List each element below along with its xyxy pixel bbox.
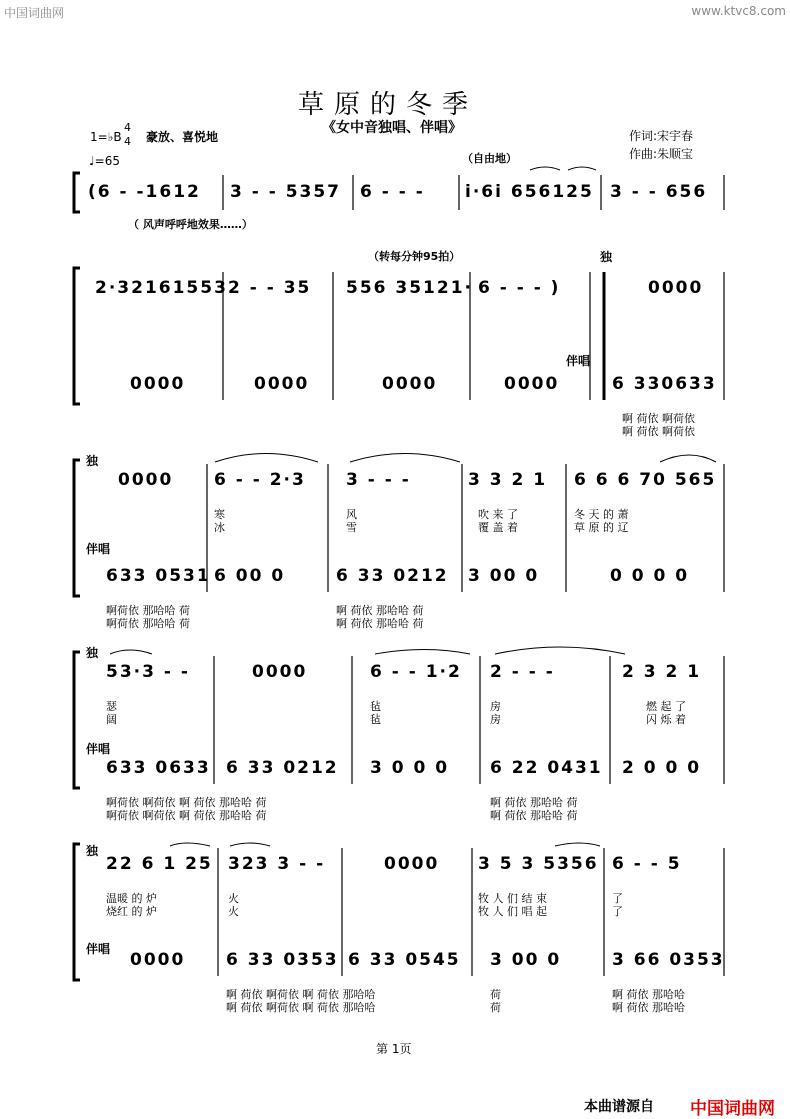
measure: 6 - - 5 bbox=[612, 854, 682, 874]
solo-lyric: 了 bbox=[612, 892, 623, 905]
lyrics-line: 啊 荷依 那哈哈 荷 bbox=[490, 796, 578, 809]
measure: 22 6 1 25 bbox=[106, 854, 213, 874]
measure: 6 33 0212 bbox=[336, 566, 449, 586]
tempo: ♩=65 bbox=[89, 154, 120, 168]
solo-label: 独 bbox=[86, 454, 99, 468]
lyrics-line: 啊荷依 啊荷依 啊 荷依 那哈哈 荷 bbox=[106, 809, 267, 822]
tempo-change: （转每分钟95拍） bbox=[368, 250, 461, 263]
solo-lyric: 燃 起 了 bbox=[646, 700, 686, 713]
solo-lyric: 毡 bbox=[370, 700, 381, 713]
measure: 2 - - - bbox=[490, 662, 555, 682]
measure: 3 00 0 bbox=[490, 950, 562, 970]
measure: 3 3 2 1 bbox=[468, 470, 548, 490]
solo-lyric: 闪 烁 着 bbox=[646, 713, 686, 726]
accomp-label: 伴唱 bbox=[86, 742, 111, 756]
solo-lyric: 阔 bbox=[106, 713, 117, 726]
lyrics-line: 荷 bbox=[490, 1001, 501, 1014]
solo-lyric: 牧 人 们 唱 起 bbox=[478, 905, 547, 918]
solo-lyric: 毡 bbox=[370, 713, 381, 726]
measure: 6 33 0353 bbox=[226, 950, 339, 970]
accomp-label: 伴唱 bbox=[86, 942, 111, 956]
measure: 6 330633 bbox=[612, 374, 717, 394]
lyricist: 作词:宋宇春 bbox=[629, 129, 694, 143]
solo-lyric: 温暖 的 炉 bbox=[106, 892, 157, 905]
lyrics-line: 啊 荷依 啊荷依 啊 荷依 那哈哈 bbox=[226, 988, 376, 1001]
lyrics-line: 啊荷依 那哈哈 荷 bbox=[106, 604, 190, 617]
lyrics-line: 啊 荷依 那哈哈 bbox=[612, 1001, 685, 1014]
measure: 0000 bbox=[254, 374, 310, 394]
solo-lyric: 瑟 bbox=[106, 700, 117, 713]
measure: 6 - - - ) bbox=[478, 278, 561, 298]
measure: 0000 bbox=[504, 374, 560, 394]
solo-lyric: 房 bbox=[490, 713, 501, 726]
solo-lyric: 了 bbox=[612, 905, 623, 918]
measure: 6 6 6 70 565 bbox=[574, 470, 717, 490]
solo-label: 独 bbox=[86, 646, 99, 660]
source-site-link[interactable]: 中国词曲网 bbox=[690, 1099, 775, 1119]
expression: 豪放、喜悦地 bbox=[146, 130, 219, 144]
measure: 6 00 0 bbox=[214, 566, 286, 586]
measure: 0000 bbox=[384, 854, 440, 874]
measure: 3 00 0 bbox=[468, 566, 540, 586]
page-number: 第 1页 bbox=[376, 1042, 412, 1056]
solo-lyric: 火 bbox=[228, 905, 239, 918]
measure: 0000 bbox=[252, 662, 308, 682]
solo-label: 独 bbox=[86, 844, 99, 858]
source-label: 本曲谱源自 bbox=[584, 1099, 654, 1115]
composer: 作曲:朱顺宝 bbox=[629, 147, 694, 161]
measure: 3 - - 656 bbox=[610, 182, 708, 202]
time-bottom: 4 bbox=[124, 135, 131, 148]
measure: 2 0 0 0 bbox=[622, 758, 702, 778]
solo-lyric: 冬 天 的 萧 bbox=[574, 508, 629, 521]
measure: 6 - - 2·3 bbox=[214, 470, 306, 490]
lyrics-line: 啊 荷依 啊荷依 bbox=[622, 425, 695, 438]
lyrics-line: 啊 荷依 那哈哈 荷 bbox=[336, 617, 424, 630]
measure: 3 66 0353 bbox=[612, 950, 725, 970]
accomp-label: 伴唱 bbox=[566, 354, 591, 368]
measure: 633 0531 bbox=[106, 566, 211, 586]
solo-lyric: 寒 bbox=[214, 508, 225, 521]
solo-lyric: 烧红 的 炉 bbox=[106, 905, 157, 918]
measure: 2 3 2 1 bbox=[622, 662, 702, 682]
measure: 0000 bbox=[382, 374, 438, 394]
measure: 3 0 0 0 bbox=[370, 758, 450, 778]
measure: 0000 bbox=[118, 470, 174, 490]
lyrics-line: 啊 荷依 那哈哈 荷 bbox=[490, 809, 578, 822]
measure: 2·32161553 bbox=[95, 278, 228, 298]
solo-lyric: 吹 来 了 bbox=[478, 508, 518, 521]
measure: 0000 bbox=[130, 950, 186, 970]
measure: 2 - - 35 bbox=[228, 278, 312, 298]
accomp-label: 伴唱 bbox=[86, 542, 111, 556]
solo-lyric: 房 bbox=[490, 700, 501, 713]
time-top: 4 bbox=[124, 121, 131, 134]
site-url: www.ktvc8.com bbox=[691, 4, 786, 18]
page-title: 草原的冬季 bbox=[298, 90, 479, 120]
measure: 556 35121· bbox=[346, 278, 474, 298]
measure: 6 33 0545 bbox=[348, 950, 461, 970]
measure: 633 0633 bbox=[106, 758, 211, 778]
site-name-left: 中国词曲网 bbox=[4, 6, 65, 20]
measure: i·6i 656125 bbox=[465, 182, 594, 202]
solo-lyric: 覆 盖 着 bbox=[478, 521, 518, 534]
measure: 3 - - - bbox=[346, 470, 411, 490]
lyrics-line: 啊 荷依 那哈哈 荷 bbox=[336, 604, 424, 617]
lyrics-line: 啊荷依 那哈哈 荷 bbox=[106, 617, 190, 630]
lyrics-line: 啊 荷依 啊荷依 bbox=[622, 412, 695, 425]
measure: 6 - - 1·2 bbox=[370, 662, 462, 682]
key-signature: 1=♭B bbox=[90, 130, 122, 144]
free-tempo: （自由地） bbox=[462, 152, 517, 165]
lyrics-line: 啊 荷依 啊荷依 啊 荷依 那哈哈 bbox=[226, 1001, 376, 1014]
lyrics-line: 啊 荷依 那哈哈 bbox=[612, 988, 685, 1001]
measure: 0 0 0 0 bbox=[610, 566, 690, 586]
measure: 6 22 0431 bbox=[490, 758, 603, 778]
lyrics-line: 啊荷依 啊荷依 啊 荷依 那哈哈 荷 bbox=[106, 796, 267, 809]
measure: 0000 bbox=[648, 278, 704, 298]
measure: 6 - - - bbox=[360, 182, 425, 202]
measure: (6 - -1612 bbox=[88, 182, 201, 202]
measure: 323 3 - - bbox=[228, 854, 326, 874]
solo-label: 独 bbox=[600, 250, 613, 264]
effect-note: （ 风声呼呼地效果……） bbox=[128, 218, 253, 231]
solo-lyric: 风 bbox=[346, 508, 357, 521]
solo-lyric: 火 bbox=[228, 892, 239, 905]
solo-lyric: 草 原 的 辽 bbox=[574, 521, 629, 534]
measure: 6 33 0212 bbox=[226, 758, 339, 778]
measure: 53·3 - - bbox=[106, 662, 190, 682]
solo-lyric: 雪 bbox=[346, 521, 357, 534]
measure: 0000 bbox=[130, 374, 186, 394]
solo-lyric: 冰 bbox=[214, 521, 225, 534]
measure: 3 5 3 5356 bbox=[478, 854, 599, 874]
lyrics-line: 荷 bbox=[490, 988, 501, 1001]
measure: 3 - - 5357 bbox=[230, 182, 342, 202]
subtitle: 《女中音独唱、伴唱》 bbox=[322, 120, 462, 136]
solo-lyric: 牧 人 们 结 束 bbox=[478, 892, 547, 905]
